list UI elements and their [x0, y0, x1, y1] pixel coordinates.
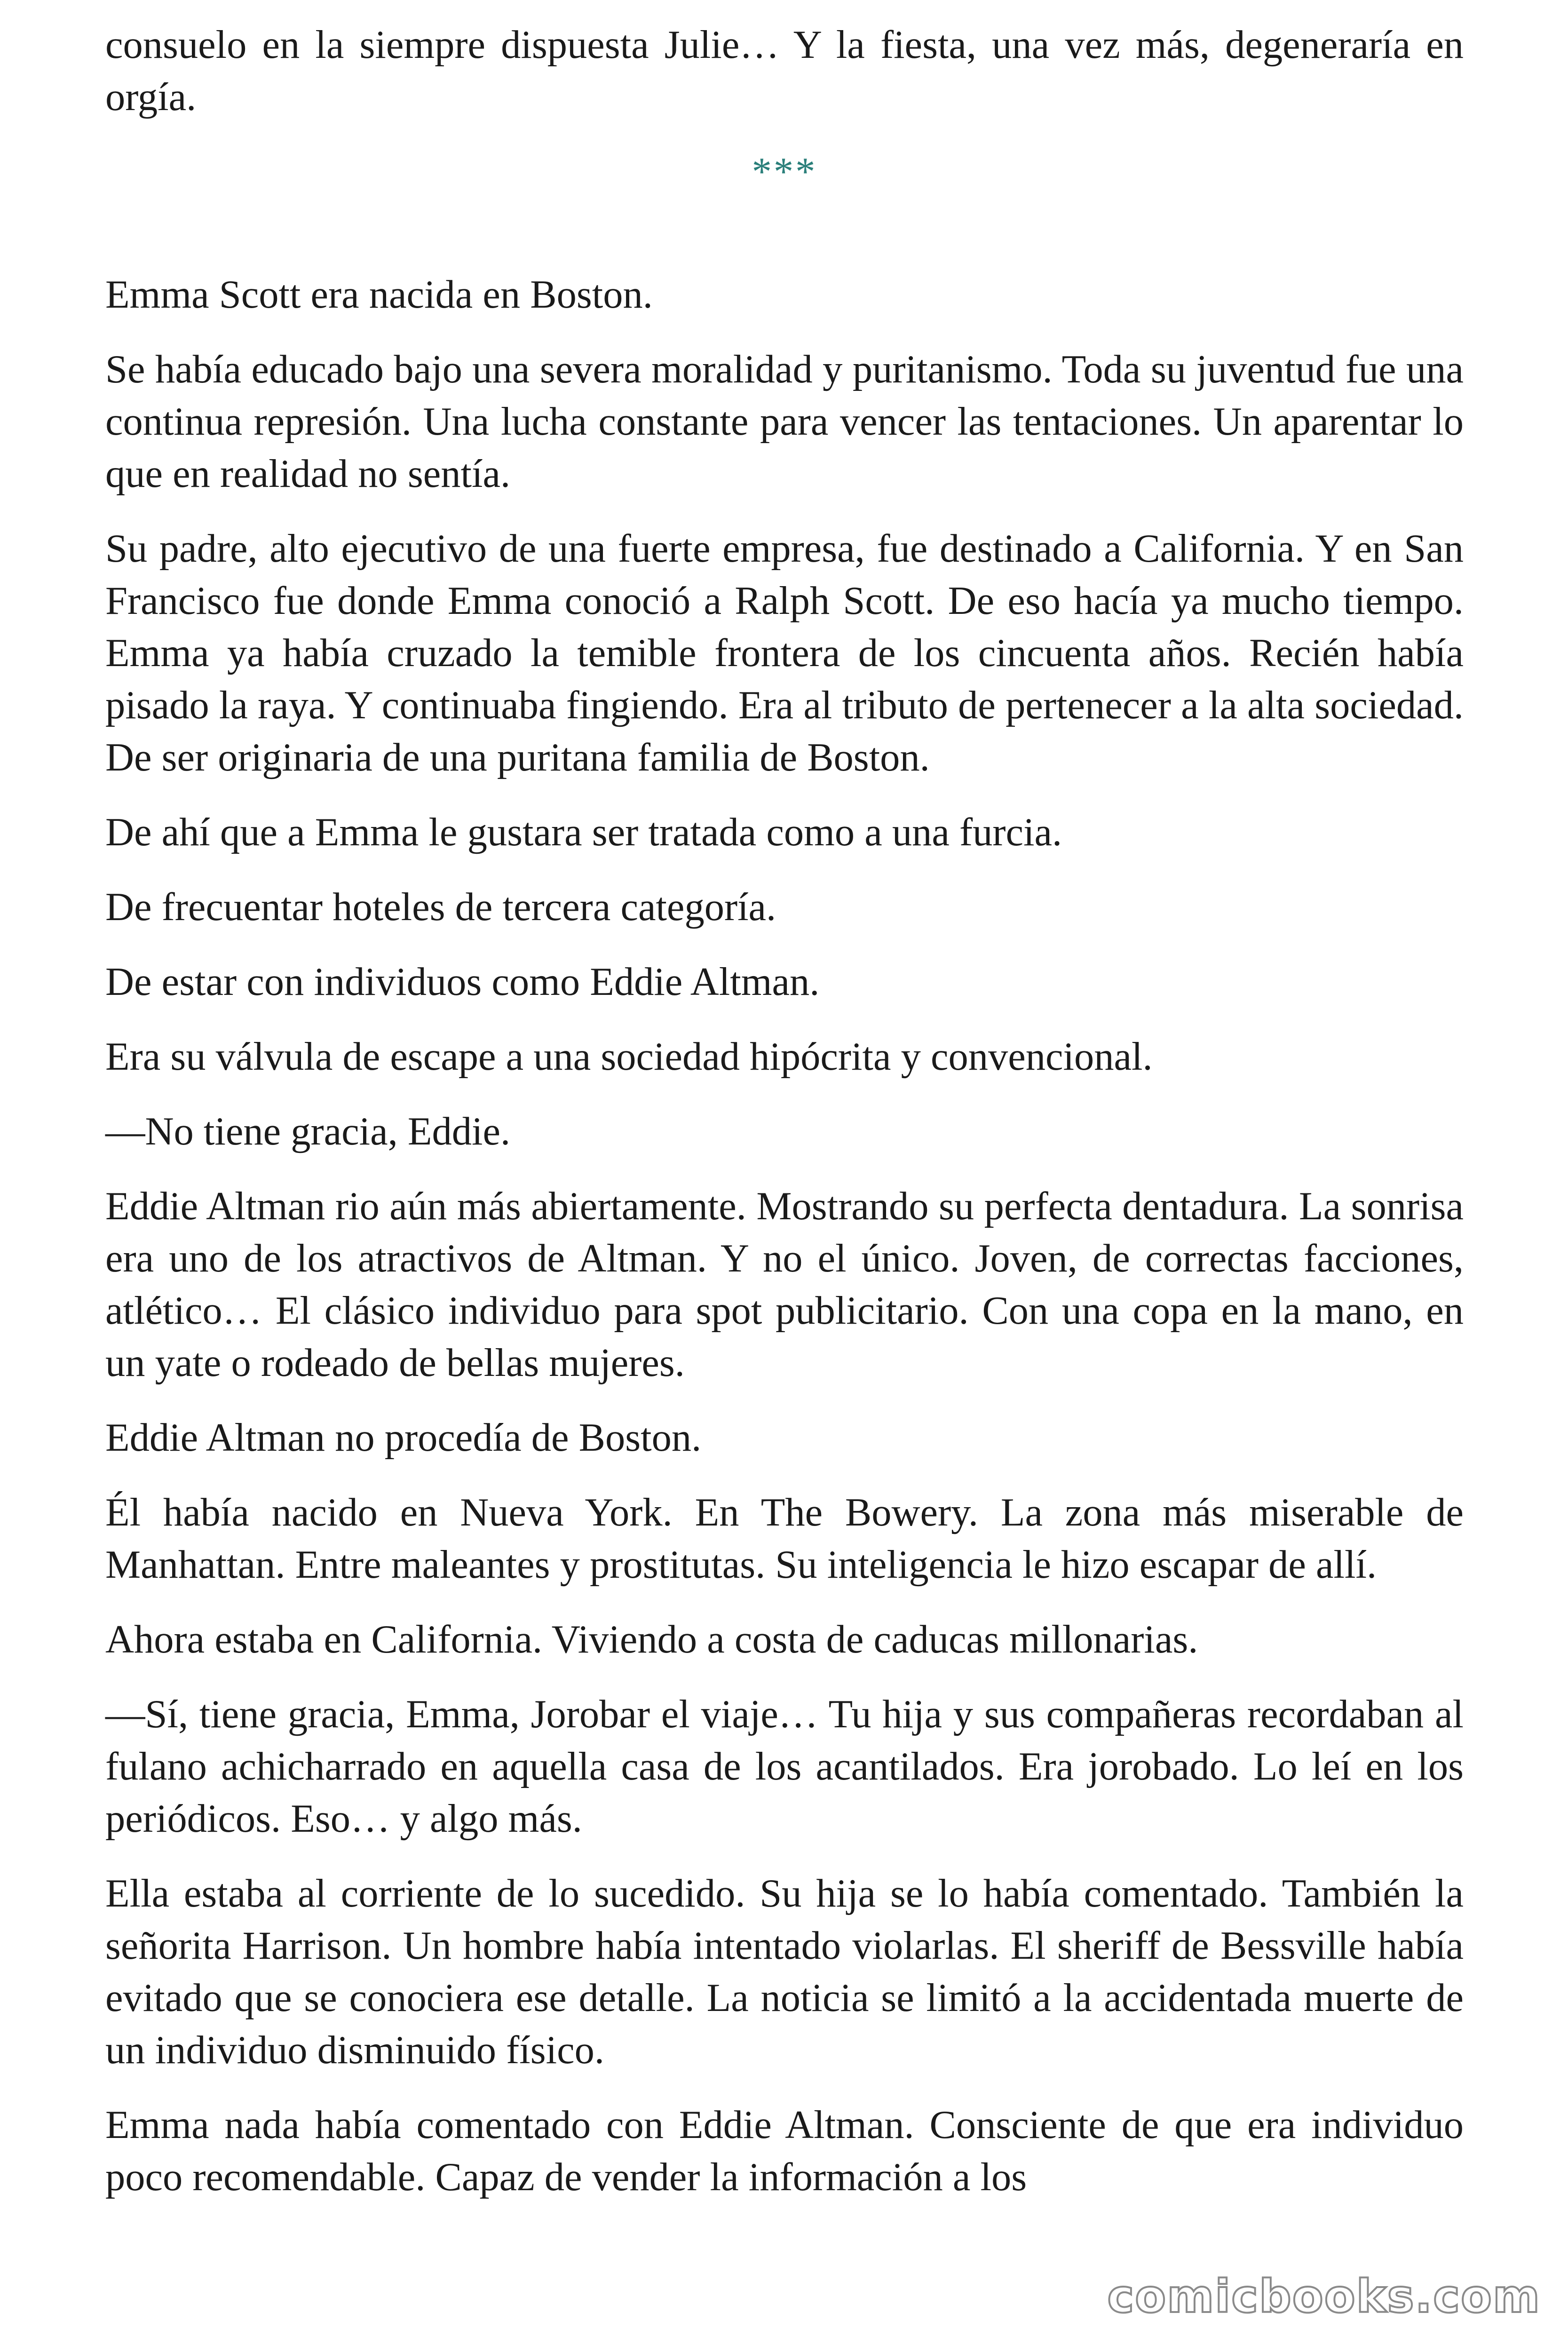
- scene-separator: ***: [752, 150, 817, 194]
- paragraph-11: Él había nacido en Nueva York. En The Bowery. La zona más miserable de Manhattan. Entre maleantes y prostitutas. Su inteligencia le hizo escapar de allí.: [105, 1491, 1464, 1587]
- paragraph-15: Emma nada había comentado con Eddie Altman. Consciente de que era individuo poco recomendable. Capaz de vender la información a los: [105, 2103, 1464, 2199]
- paragraph-12: Ahora estaba en California. Viviendo a costa de caducas millonarias.: [105, 1618, 1198, 1661]
- paragraph-5: De frecuentar hoteles de tercera categoría.: [105, 885, 776, 929]
- paragraph-1: Emma Scott era nacida en Boston.: [105, 273, 653, 317]
- paragraph-6: De estar con individuos como Eddie Altman.: [105, 960, 820, 1004]
- document-page: [105, 19, 1464, 2226]
- paragraph-2: Se había educado bajo una severa moralidad y puritanismo. Toda su juventud fue una continua represión. Una lucha constante para vencer las tentaciones. Un aparentar lo que en realidad no sentía.: [105, 348, 1464, 496]
- paragraph-4: De ahí que a Emma le gustara ser tratada como a una furcia.: [105, 810, 1062, 854]
- paragraph-7: Era su válvula de escape a una sociedad hipócrita y convencional.: [105, 1035, 1153, 1079]
- paragraph-3: Su padre, alto ejecutivo de una fuerte empresa, fue destinado a California. Y en San Francisco fue donde Emma conoció a Ralph Scott. De eso hacía ya mucho tiempo. Emma ya había cruzado la temible frontera de los cincuenta años. Recién había pisado la raya. Y continuaba fingiendo. Era al tributo de pertenecer a la alta sociedad. De ser originaria de una puritana familia de Boston.: [105, 527, 1464, 779]
- paragraph-0: consuelo en la siempre dispuesta Julie… Y la fiesta, una vez más, degeneraría en orgía.: [105, 23, 1464, 119]
- watermark-logo: comicbooks.com: [1107, 2270, 1541, 2323]
- paragraph-10: Eddie Altman no procedía de Boston.: [105, 1416, 702, 1460]
- paragraph-8: —No tiene gracia, Eddie.: [105, 1110, 511, 1153]
- paragraph-13: —Sí, tiene gracia, Emma, Jorobar el viaje… Tu hija y sus compañeras recordaban al fulano achicharrado en aquella casa de los acantilados. Era jorobado. Lo leí en los periódicos. Eso… y algo más.: [105, 1692, 1464, 1841]
- paragraph-9: Eddie Altman rio aún más abiertamente. Mostrando su perfecta dentadura. La sonrisa era uno de los atractivos de Altman. Y no el único. Joven, de correctas facciones, atlético… El clásico individuo para spot publicitario. Con una copa en la mano, en un yate o rodeado de bellas mujeres.: [105, 1184, 1464, 1385]
- paragraph-14: Ella estaba al corriente de lo sucedido. Su hija se lo había comentado. También la señorita Harrison. Un hombre había intentado violarlas. El sheriff de Bessville había evitado que se conociera ese detalle. La noticia se limitó a la accidentada muerte de un individuo disminuido físico.: [105, 1872, 1464, 2072]
